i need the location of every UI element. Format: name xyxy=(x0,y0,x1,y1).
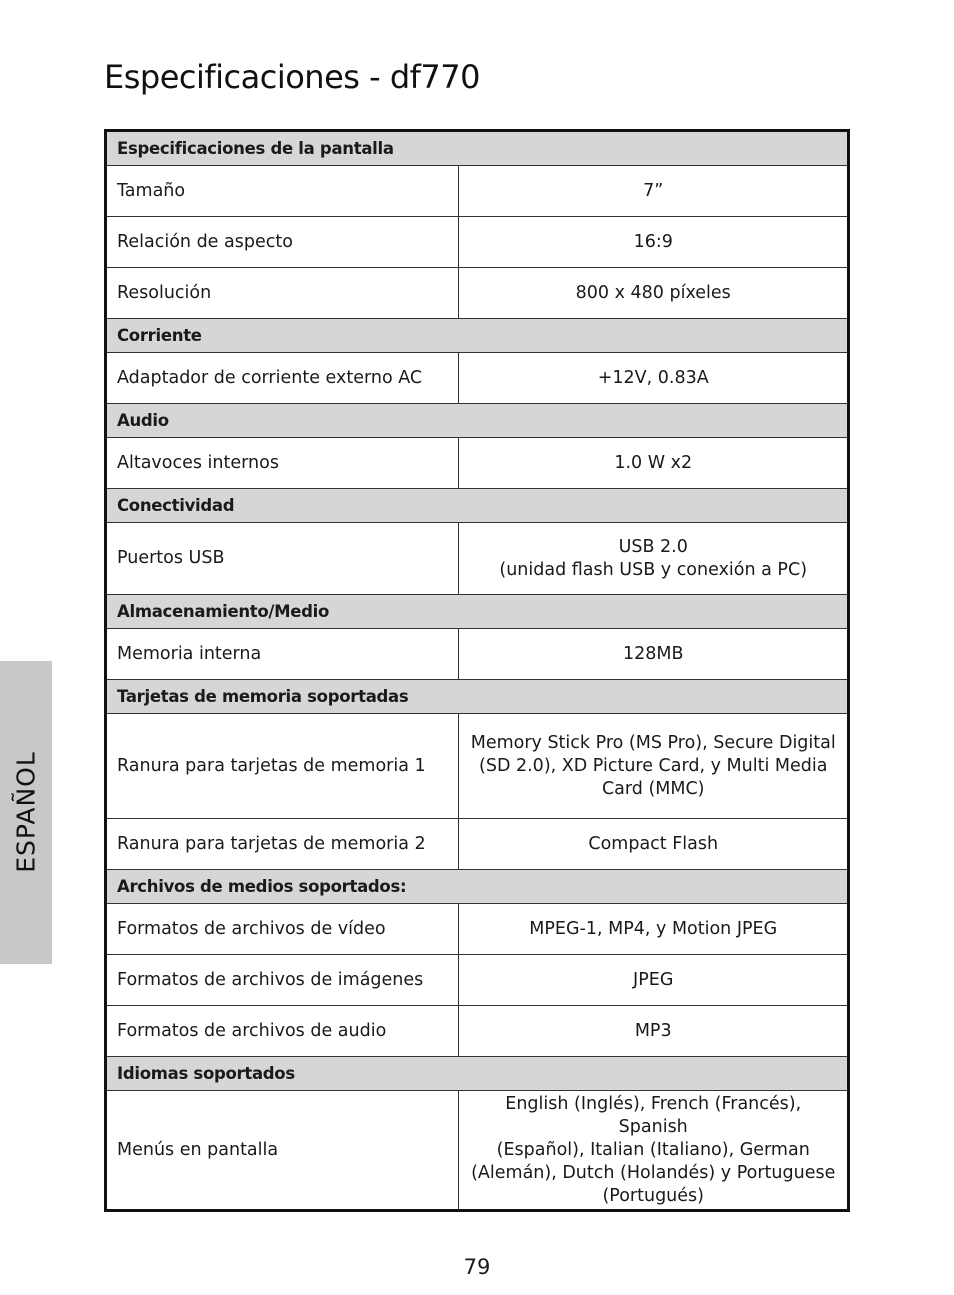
spec-label: Relación de aspecto xyxy=(106,217,459,268)
section-header xyxy=(106,489,849,523)
spec-label: Ranura para tarjetas de memoria 1 xyxy=(106,714,459,819)
section-media: Archivos de medios soportados: xyxy=(106,870,849,904)
table-row xyxy=(106,217,849,268)
table-row xyxy=(106,523,849,595)
spec-value: MPEG-1, MP4, y Motion JPEG xyxy=(459,904,849,955)
section-header xyxy=(106,319,849,353)
spec-value-line: (Español), Italian (Italiano), German xyxy=(496,1139,810,1160)
spec-label: Altavoces internos xyxy=(106,438,459,489)
section-cards: Tarjetas de memoria soportadas xyxy=(106,680,849,714)
section-languages: Idiomas soportados xyxy=(106,1057,849,1091)
section-storage: Almacenamiento/Medio xyxy=(106,595,849,629)
spec-value: 16:9 xyxy=(459,217,849,268)
spec-value xyxy=(459,523,849,595)
table-row xyxy=(106,1091,849,1211)
spec-label: Puertos USB xyxy=(106,523,459,595)
table-row xyxy=(106,438,849,489)
language-side-tab-label: ESPAÑOL xyxy=(11,751,41,873)
spec-value-line: USB 2.0 xyxy=(618,536,688,557)
spec-label: Adaptador de corriente externo AC xyxy=(106,353,459,404)
section-power: Corriente xyxy=(106,319,849,353)
table-row xyxy=(106,1006,849,1057)
table-row xyxy=(106,955,849,1006)
spec-value: JPEG xyxy=(459,955,849,1006)
spec-value-line: (Alemán), Dutch (Holandés) y Portuguese xyxy=(471,1162,836,1183)
spec-label: Menús en pantalla xyxy=(106,1091,459,1211)
spec-value: 1.0 W x2 xyxy=(459,438,849,489)
section-header xyxy=(106,1057,849,1091)
section-header xyxy=(106,595,849,629)
spec-label: Formatos de archivos de imágenes xyxy=(106,955,459,1006)
section-display: Especificaciones de la pantalla xyxy=(106,131,849,166)
section-connectivity: Conectividad xyxy=(106,489,849,523)
spec-value: 128MB xyxy=(459,629,849,680)
spec-label: Formatos de archivos de vídeo xyxy=(106,904,459,955)
spec-value xyxy=(459,714,849,819)
spec-value: 7” xyxy=(459,166,849,217)
table-row xyxy=(106,629,849,680)
spec-value: 800 x 480 píxeles xyxy=(459,268,849,319)
page-title: Especificaciones - df770 xyxy=(104,58,480,96)
spec-value-line: Card (MMC) xyxy=(601,778,705,799)
spec-label: Formatos de archivos de audio xyxy=(106,1006,459,1057)
spec-label: Tamaño xyxy=(106,166,459,217)
spec-value: +12V, 0.83A xyxy=(459,353,849,404)
section-header xyxy=(106,680,849,714)
spec-value: Compact Flash xyxy=(459,819,849,870)
table-row xyxy=(106,714,849,819)
table-row xyxy=(106,904,849,955)
section-header xyxy=(106,131,849,166)
spec-value-line: English (Inglés), French (Francés), Spanish xyxy=(505,1093,802,1137)
table-row xyxy=(106,819,849,870)
spec-label: Ranura para tarjetas de memoria 2 xyxy=(106,819,459,870)
section-audio: Audio xyxy=(106,404,849,438)
page-number: 79 xyxy=(463,1255,491,1279)
spec-value-line: (Portugués) xyxy=(602,1185,704,1206)
section-header xyxy=(106,870,849,904)
table-row xyxy=(106,166,849,217)
spec-value: MP3 xyxy=(459,1006,849,1057)
specifications-table xyxy=(104,129,850,1212)
spec-value xyxy=(459,1091,849,1211)
spec-value-line: (unidad flash USB y conexión a PC) xyxy=(499,559,808,580)
section-header xyxy=(106,404,849,438)
spec-value-line: (SD 2.0), XD Picture Card, y Multi Media xyxy=(479,755,828,776)
spec-label: Resolución xyxy=(106,268,459,319)
spec-value-line: Memory Stick Pro (MS Pro), Secure Digital xyxy=(470,732,836,753)
table-row xyxy=(106,353,849,404)
table-row xyxy=(106,268,849,319)
spec-label: Memoria interna xyxy=(106,629,459,680)
